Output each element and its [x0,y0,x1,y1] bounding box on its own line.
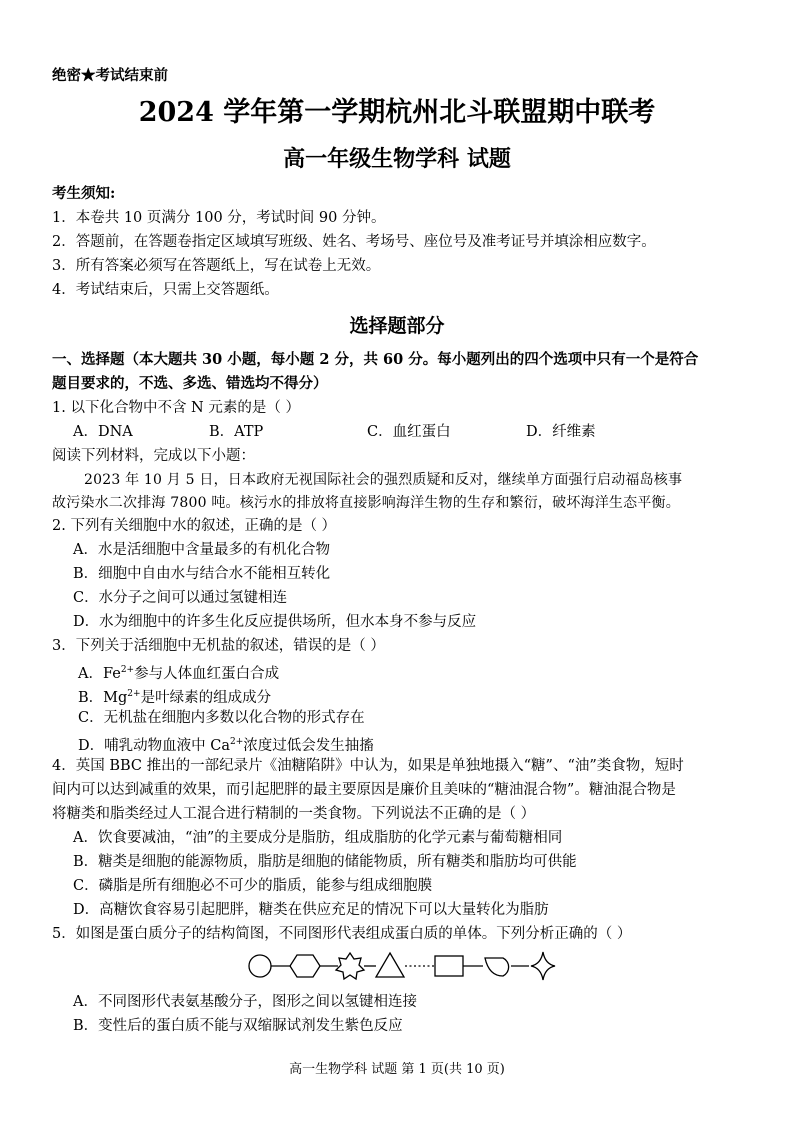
reading-paragraph-line: 故污染水二次排海 7800 吨。核污水的排放将直接影响海洋生物的生存和繁衍，破坏海洋生态平衡。 [52,495,680,511]
q5-option-b: B．变性后的蛋白质不能与双缩脲试剂发生紫色反应 [73,1018,403,1034]
q3-option-d: D．哺乳动物血液中 $Ca^{2+}$浓度过低会发生抽搐 [78,737,374,754]
four-point-star-monomer-icon [531,952,555,980]
page-footer: 高一生物学科 试题 第 1 页(共 10 页) [289,1062,505,1077]
section-title: 选择题部分 [349,315,445,337]
q3-option-b: B．$Mg^{2+}$是叶绿素的组成成分 [78,689,272,706]
q2-option-d: D．水为细胞中的许多生化反应提供场所，但水本身不参与反应 [73,614,477,630]
drop-monomer-icon [485,958,509,976]
q4-option-c: C．磷脂是所有细胞必不可少的脂质，能参与组成细胞膜 [73,878,433,894]
q4-option-b: B．糖类是细胞的能源物质，脂肪是细胞的储能物质，所有糖类和脂肪均可供能 [73,854,577,870]
notice-item: 1．本卷共 10 页满分 100 分，考试时间 90 分钟。 [52,210,386,226]
q3-option-a: A．$Fe^{2+}$参与人体血红蛋白合成 [78,665,280,682]
question-5-stem: 5．如图是蛋白质分子的结构简图，不同图形代表组成蛋白质的单体。下列分析正确的（ ） [52,926,632,942]
star-monomer-icon [336,953,364,979]
exam-subtitle: 高一年级生物学科 试题 [283,146,511,172]
q5-option-a: A．不同图形代表氨基酸分子，图形之间以氢键相连接 [73,994,417,1010]
q1-option-c: C．血红蛋白 [367,424,451,440]
notice-item: 4．考试结束后，只需上交答题纸。 [52,282,279,298]
q1-option-d: D．纤维素 [526,424,596,440]
notice-item: 2．答题前，在答题卷指定区域填写班级、姓名、考场号、座位号及准考证号并填涂相应数字。 [52,234,656,250]
reading-paragraph-line: 2023 年 10 月 5 日，日本政府无视国际社会的强烈质疑和反对，继续单方面强行启动福岛核事 [84,472,683,488]
q1-option-a: A．DNA [73,424,133,440]
q2-option-a: A．水是活细胞中含量最多的有机化合物 [73,542,330,558]
circle-monomer-icon [249,955,271,977]
notice-heading: 考生须知: [52,185,116,202]
triangle-monomer-icon [376,953,404,977]
protein-structure-diagram [245,948,565,984]
question-4-stem: 4．英国 BBC 推出的一部纪录片《油糖陷阱》中认为，如果是单独地摄入“糖”、“油”类食物，短时 [52,758,684,774]
reading-intro: 阅读下列材料，完成以下小题： [52,448,255,464]
exam-title: 2024 学年第一学期杭州北斗联盟期中联考 [138,97,656,128]
question-2-stem: 2. 下列有关细胞中水的叙述，正确的是（ ） [52,518,337,534]
q2-option-c: C．水分子之间可以通过氢键相连 [73,590,288,606]
q2-option-b: B．细胞中自由水与结合水不能相互转化 [73,566,331,582]
question-4-stem-cont: 将糖类和脂类经过人工混合进行精制的一类食物。下列说法不正确的是（ ） [52,806,536,822]
question-1-stem: 1. 以下化合物中不含 N 元素的是（ ） [52,400,300,416]
square-monomer-icon [435,956,463,976]
q4-option-a: A．饮食要减油，“油”的主要成分是脂肪，组成脂肪的化学元素与葡萄糖相同 [73,830,563,846]
q4-option-d: D．高糖饮食容易引起肥胖，糖类在供应充足的情况下可以大量转化为脂肪 [73,902,549,918]
hexagon-monomer-icon [290,955,320,977]
notice-item: 3．所有答案必须写在答题纸上，写在试卷上无效。 [52,258,381,274]
secret-label: 绝密★考试结束前 [52,67,168,84]
part-instructions-cont: 题目要求的，不选、多选、错选均不得分） [52,375,328,392]
q1-option-b: B．ATP [209,424,264,440]
q3-option-c: C．无机盐在细胞内多数以化合物的形式存在 [78,710,365,726]
part-instructions: 一、选择题（本大题共 30 小题，每小题 2 分，共 60 分。每小题列出的四个选项中只有一个是符合 [52,351,699,368]
question-3-stem: 3．下列关于活细胞中无机盐的叙述，错误的是（ ） [52,638,385,654]
question-4-stem-cont: 间内可以达到减重的效果，而引起肥胖的最主要原因是廉价且美味的“糖油混合物”。糖油混合物是 [52,782,676,798]
